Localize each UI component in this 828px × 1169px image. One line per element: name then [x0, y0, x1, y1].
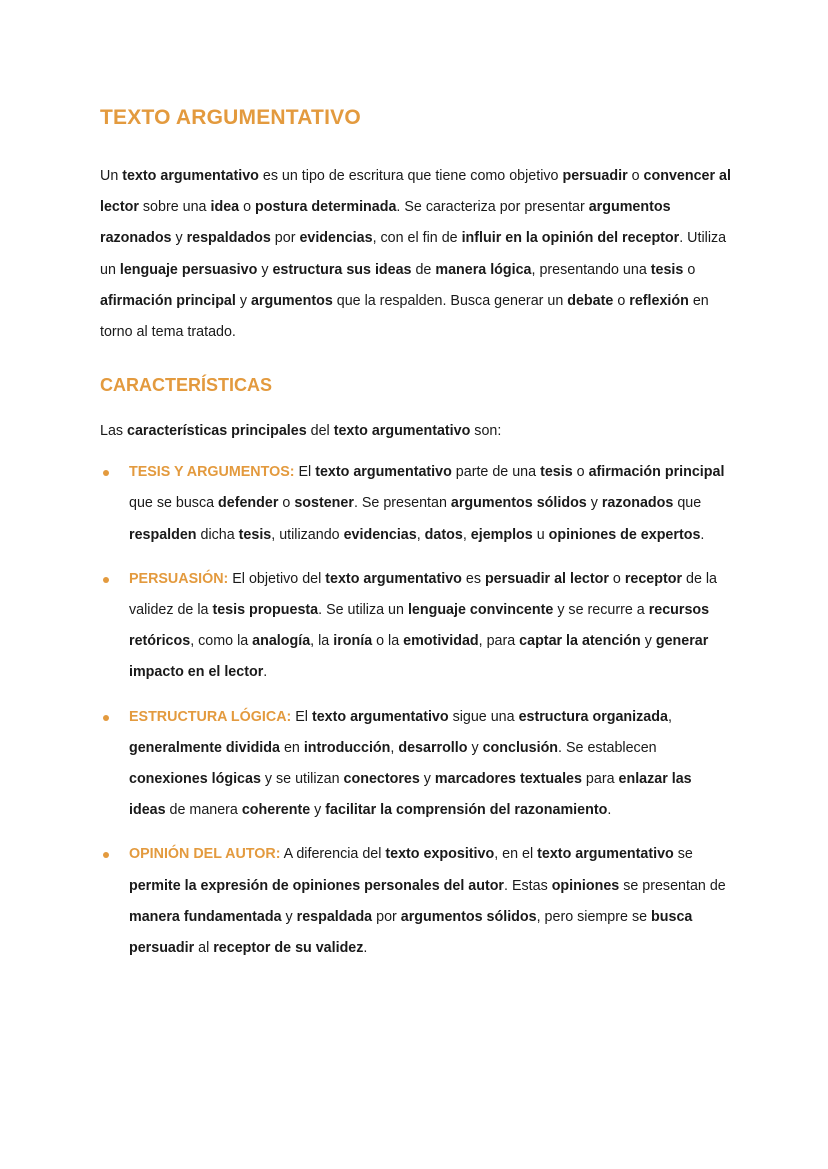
- text-run: .: [607, 802, 612, 819]
- bold-text: evidencias: [299, 230, 373, 247]
- bold-text: emotividad: [403, 633, 479, 650]
- text-run: y: [419, 771, 435, 788]
- characteristics-list: [100, 457, 732, 964]
- bold-text: enlazar las ideas: [129, 771, 692, 819]
- item-text: [129, 709, 692, 819]
- text-run: ,: [390, 739, 399, 756]
- bold-text: facilitar la comprensión del razonamiento: [325, 802, 608, 819]
- bold-text: tesis: [650, 261, 684, 278]
- bold-text: argumentos razonados: [100, 199, 671, 247]
- text-run: y: [310, 802, 326, 819]
- text-run: Las: [100, 423, 128, 440]
- bold-text: marcadores textuales: [434, 771, 582, 788]
- item-label: TESIS Y ARGUMENTOS:: [129, 464, 295, 481]
- bold-text: analogía: [252, 633, 311, 650]
- text-run: Un: [100, 168, 123, 184]
- text-run: parte de una: [451, 464, 541, 481]
- bold-text: opiniones: [551, 877, 620, 894]
- bold-text: manera fundamentada: [129, 908, 282, 925]
- text-run: por: [270, 230, 300, 247]
- bold-text: permite la expresión de opiniones personales del autor: [129, 877, 505, 894]
- bullet-icon: [103, 852, 109, 858]
- bullet-icon: [103, 470, 109, 476]
- bold-text: texto argumentativo: [315, 464, 452, 481]
- text-run: o: [613, 292, 630, 309]
- text-run: y: [467, 739, 483, 756]
- text-run: es: [461, 570, 485, 587]
- bold-text: ejemplos: [470, 526, 533, 543]
- text-run: . Se establecen: [558, 739, 657, 756]
- text-run: o: [239, 199, 255, 216]
- bold-text: afirmación principal: [588, 464, 725, 481]
- bold-text: desarrollo: [398, 739, 468, 756]
- bold-text: generalmente dividida: [129, 739, 280, 756]
- text-run: sobre una: [138, 199, 211, 216]
- text-run: . Se caracteriza por presentar: [396, 199, 589, 216]
- text-run: o: [683, 261, 696, 278]
- text-run: , la: [310, 633, 334, 650]
- bold-text: persuadir al lector: [484, 570, 609, 587]
- text-run: se: [673, 846, 693, 863]
- text-run: ,: [667, 708, 672, 725]
- bold-text: argumentos sólidos: [400, 908, 537, 925]
- bold-text: evidencias: [343, 526, 417, 543]
- text-run: son:: [470, 423, 502, 440]
- text-run: y: [281, 908, 297, 925]
- text-run: o: [627, 168, 644, 184]
- text-run: , pero siempre se: [536, 908, 652, 925]
- item-text: [129, 846, 726, 956]
- bold-text: estructura sus ideas: [272, 261, 412, 278]
- bold-text: lenguaje persuasivo: [119, 261, 258, 278]
- bold-text: conexiones lógicas: [129, 771, 261, 788]
- text-run: para: [581, 771, 619, 788]
- text-run: que se busca: [129, 495, 219, 512]
- bold-text: características principales: [127, 423, 307, 440]
- bold-text: argumentos sólidos: [450, 495, 587, 512]
- text-run: y: [640, 633, 656, 650]
- bold-text: idea: [210, 199, 240, 216]
- bold-text: convencer al lector: [100, 168, 731, 216]
- text-run: u: [532, 526, 549, 543]
- bullet-icon: [103, 577, 109, 583]
- text-run: o: [572, 464, 589, 481]
- text-run: . Se presentan: [353, 495, 451, 512]
- list-item: [100, 839, 732, 964]
- text-run: al: [194, 940, 214, 957]
- bold-text: manera lógica: [435, 261, 532, 278]
- bold-text: respalden: [129, 526, 197, 543]
- text-run: se presentan de: [619, 877, 726, 894]
- section-title: CARACTERÍSTICAS: [100, 375, 273, 396]
- text-run: o la: [372, 633, 404, 650]
- text-run: . Se utiliza un: [318, 602, 408, 619]
- text-run: , como la: [190, 633, 253, 650]
- bold-text: razonados: [601, 495, 674, 512]
- text-run: que: [673, 495, 702, 512]
- bold-text: argumentos: [250, 292, 333, 309]
- bold-text: conectores: [343, 771, 420, 788]
- text-run: , utilizando: [271, 526, 344, 543]
- item-label: OPINIÓN DEL AUTOR:: [129, 846, 281, 863]
- text-run: sigue una: [448, 708, 519, 725]
- list-item: [100, 702, 732, 827]
- text-run: y: [257, 261, 273, 278]
- bold-text: generar impacto en el lector: [129, 633, 709, 681]
- bold-text: tesis propuesta: [212, 602, 319, 619]
- bold-text: defender: [218, 495, 279, 512]
- text-run: y: [586, 495, 602, 512]
- bold-text: conclusión: [482, 739, 559, 756]
- text-run: , en el: [494, 846, 538, 863]
- list-item: [100, 457, 732, 551]
- bold-text: coherente: [241, 802, 311, 819]
- bold-text: receptor de su validez: [213, 940, 364, 957]
- item-label: ESTRUCTURA LÓGICA:: [129, 708, 292, 725]
- text-run: , presentando una: [531, 261, 651, 278]
- bold-text: postura determinada: [255, 199, 397, 216]
- text-run: ,: [416, 526, 425, 543]
- text-run: .: [263, 664, 268, 681]
- text-run: El: [291, 708, 312, 725]
- bold-text: texto expositivo: [385, 846, 495, 863]
- text-run: y: [171, 230, 187, 247]
- text-run: que la respalden. Busca generar un: [332, 292, 568, 309]
- text-run: en torno al tema tratado.: [100, 292, 709, 341]
- document-title: TEXTO ARGUMENTATIVO: [100, 106, 361, 129]
- bold-text: texto argumentativo: [122, 168, 259, 184]
- text-run: , con el fin de: [372, 230, 462, 247]
- bold-text: captar la atención: [519, 633, 641, 650]
- text-run: . Utiliza un: [100, 230, 727, 278]
- text-run: o: [608, 570, 625, 587]
- item-label: PERSUASIÓN:: [129, 570, 229, 587]
- text-run: A diferencia del: [280, 846, 386, 863]
- text-run: en: [279, 739, 304, 756]
- bold-text: estructura organizada: [518, 708, 668, 725]
- lead-paragraph: [100, 416, 732, 447]
- bold-text: influir en la opinión del receptor: [461, 230, 680, 247]
- text-run: de: [411, 261, 436, 278]
- bold-text: tesis: [238, 526, 272, 543]
- bold-text: datos: [424, 526, 463, 543]
- item-text: [129, 571, 717, 681]
- bold-text: debate: [567, 292, 614, 309]
- intro-paragraph: [100, 161, 732, 348]
- text-run: .: [363, 940, 368, 957]
- bold-text: afirmación principal: [100, 292, 236, 309]
- text-run: y se recurre a: [553, 602, 649, 619]
- bold-text: introducción: [303, 739, 391, 756]
- bold-text: lenguaje convincente: [407, 602, 554, 619]
- text-run: El objetivo del: [228, 570, 326, 587]
- text-run: , para: [478, 633, 520, 650]
- text-run: de manera: [165, 802, 242, 819]
- text-run: y se utilizan: [260, 771, 344, 788]
- bold-text: respaldada: [296, 908, 373, 925]
- bold-text: respaldados: [186, 230, 271, 247]
- text-run: ,: [462, 526, 471, 543]
- text-run: es un tipo de escritura que tiene como objetivo: [258, 168, 563, 184]
- text-run: de la validez de la: [129, 570, 718, 619]
- text-run: del: [306, 423, 334, 440]
- bold-text: persuadir: [562, 168, 628, 184]
- bold-text: sostener: [294, 495, 354, 512]
- bold-text: recursos retóricos: [129, 602, 710, 650]
- document-page: [100, 104, 732, 977]
- text-run: dicha: [196, 526, 239, 543]
- bold-text: texto argumentativo: [325, 570, 462, 587]
- bold-text: reflexión: [629, 292, 689, 309]
- bold-text: texto argumentativo: [333, 423, 471, 440]
- text-run: por: [372, 908, 401, 925]
- text-run: o: [278, 495, 295, 512]
- bold-text: busca persuadir: [129, 908, 693, 957]
- bold-text: receptor: [624, 570, 683, 587]
- text-run: .: [700, 526, 705, 543]
- text-run: . Estas: [504, 877, 552, 894]
- bold-text: ironía: [333, 633, 373, 650]
- text-run: El: [294, 464, 316, 481]
- list-item: [100, 564, 732, 689]
- bold-text: texto argumentativo: [537, 846, 674, 863]
- bold-text: tesis: [540, 464, 573, 481]
- bullet-icon: [103, 715, 109, 721]
- bold-text: texto argumentativo: [311, 708, 449, 725]
- text-run: y: [235, 292, 251, 309]
- bold-text: opiniones de expertos: [548, 526, 701, 543]
